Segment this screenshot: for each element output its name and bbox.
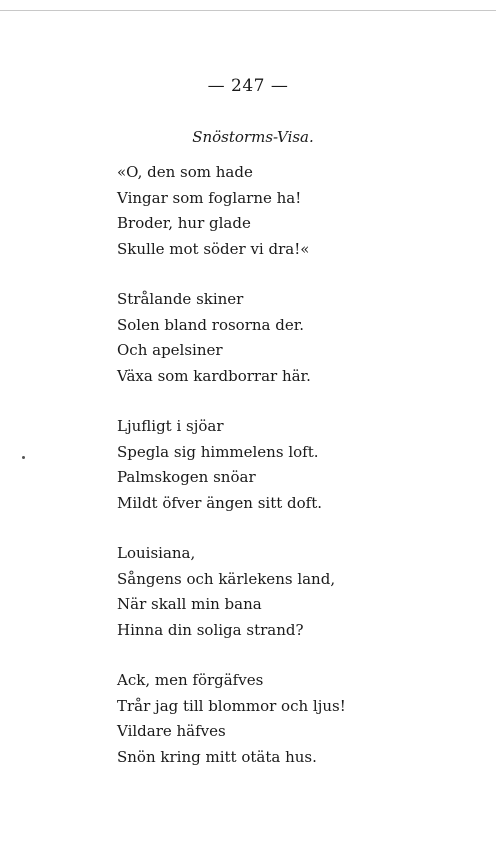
poem-line: Skulle mot söder vi dra!« <box>117 239 310 258</box>
poem-line: Ljufligt i sjöar <box>117 417 224 435</box>
poem-line: Hinna din soliga strand? <box>117 620 304 639</box>
poem-line: Strålande skiner <box>117 290 244 308</box>
poem-line: Och apelsiner <box>117 341 223 359</box>
stanza <box>117 160 487 262</box>
stanza <box>117 414 487 516</box>
page-top-edge <box>0 10 496 11</box>
poem-line: När skall min bana <box>117 595 262 613</box>
ink-speck <box>22 456 25 459</box>
poem-title: Snöstorms-Visa. <box>192 128 314 146</box>
poem-line: Spegla sig himmelens loft. <box>117 442 319 461</box>
poem-line: Vildare häfves <box>117 722 226 740</box>
poem-line: Växa som kardborrar här. <box>117 366 311 385</box>
poem-line: Broder, hur glade <box>117 214 251 232</box>
poem-line: Louisiana, <box>117 544 196 562</box>
poem-line: Sångens och kärlekens land, <box>117 569 336 588</box>
poem-line: Solen bland rosorna der. <box>117 315 305 334</box>
stanza <box>117 287 487 389</box>
page-number: — 247 — <box>207 76 289 96</box>
poem-line: Trår jag till blommor och ljus! <box>117 696 346 715</box>
poem-line: Ack, men förgäfves <box>117 671 264 689</box>
poem-line: Mildt öfver ängen sitt doft. <box>117 493 323 512</box>
poem-line: Vingar som foglarne ha! <box>117 188 302 207</box>
poem-body <box>117 160 487 795</box>
stanza <box>117 668 487 770</box>
stanza <box>117 541 487 643</box>
poem-line: Palmskogen snöar <box>117 468 256 486</box>
poem-line: «O, den som hade <box>117 163 253 181</box>
poem-line: Snön kring mitt otäta hus. <box>117 747 317 766</box>
